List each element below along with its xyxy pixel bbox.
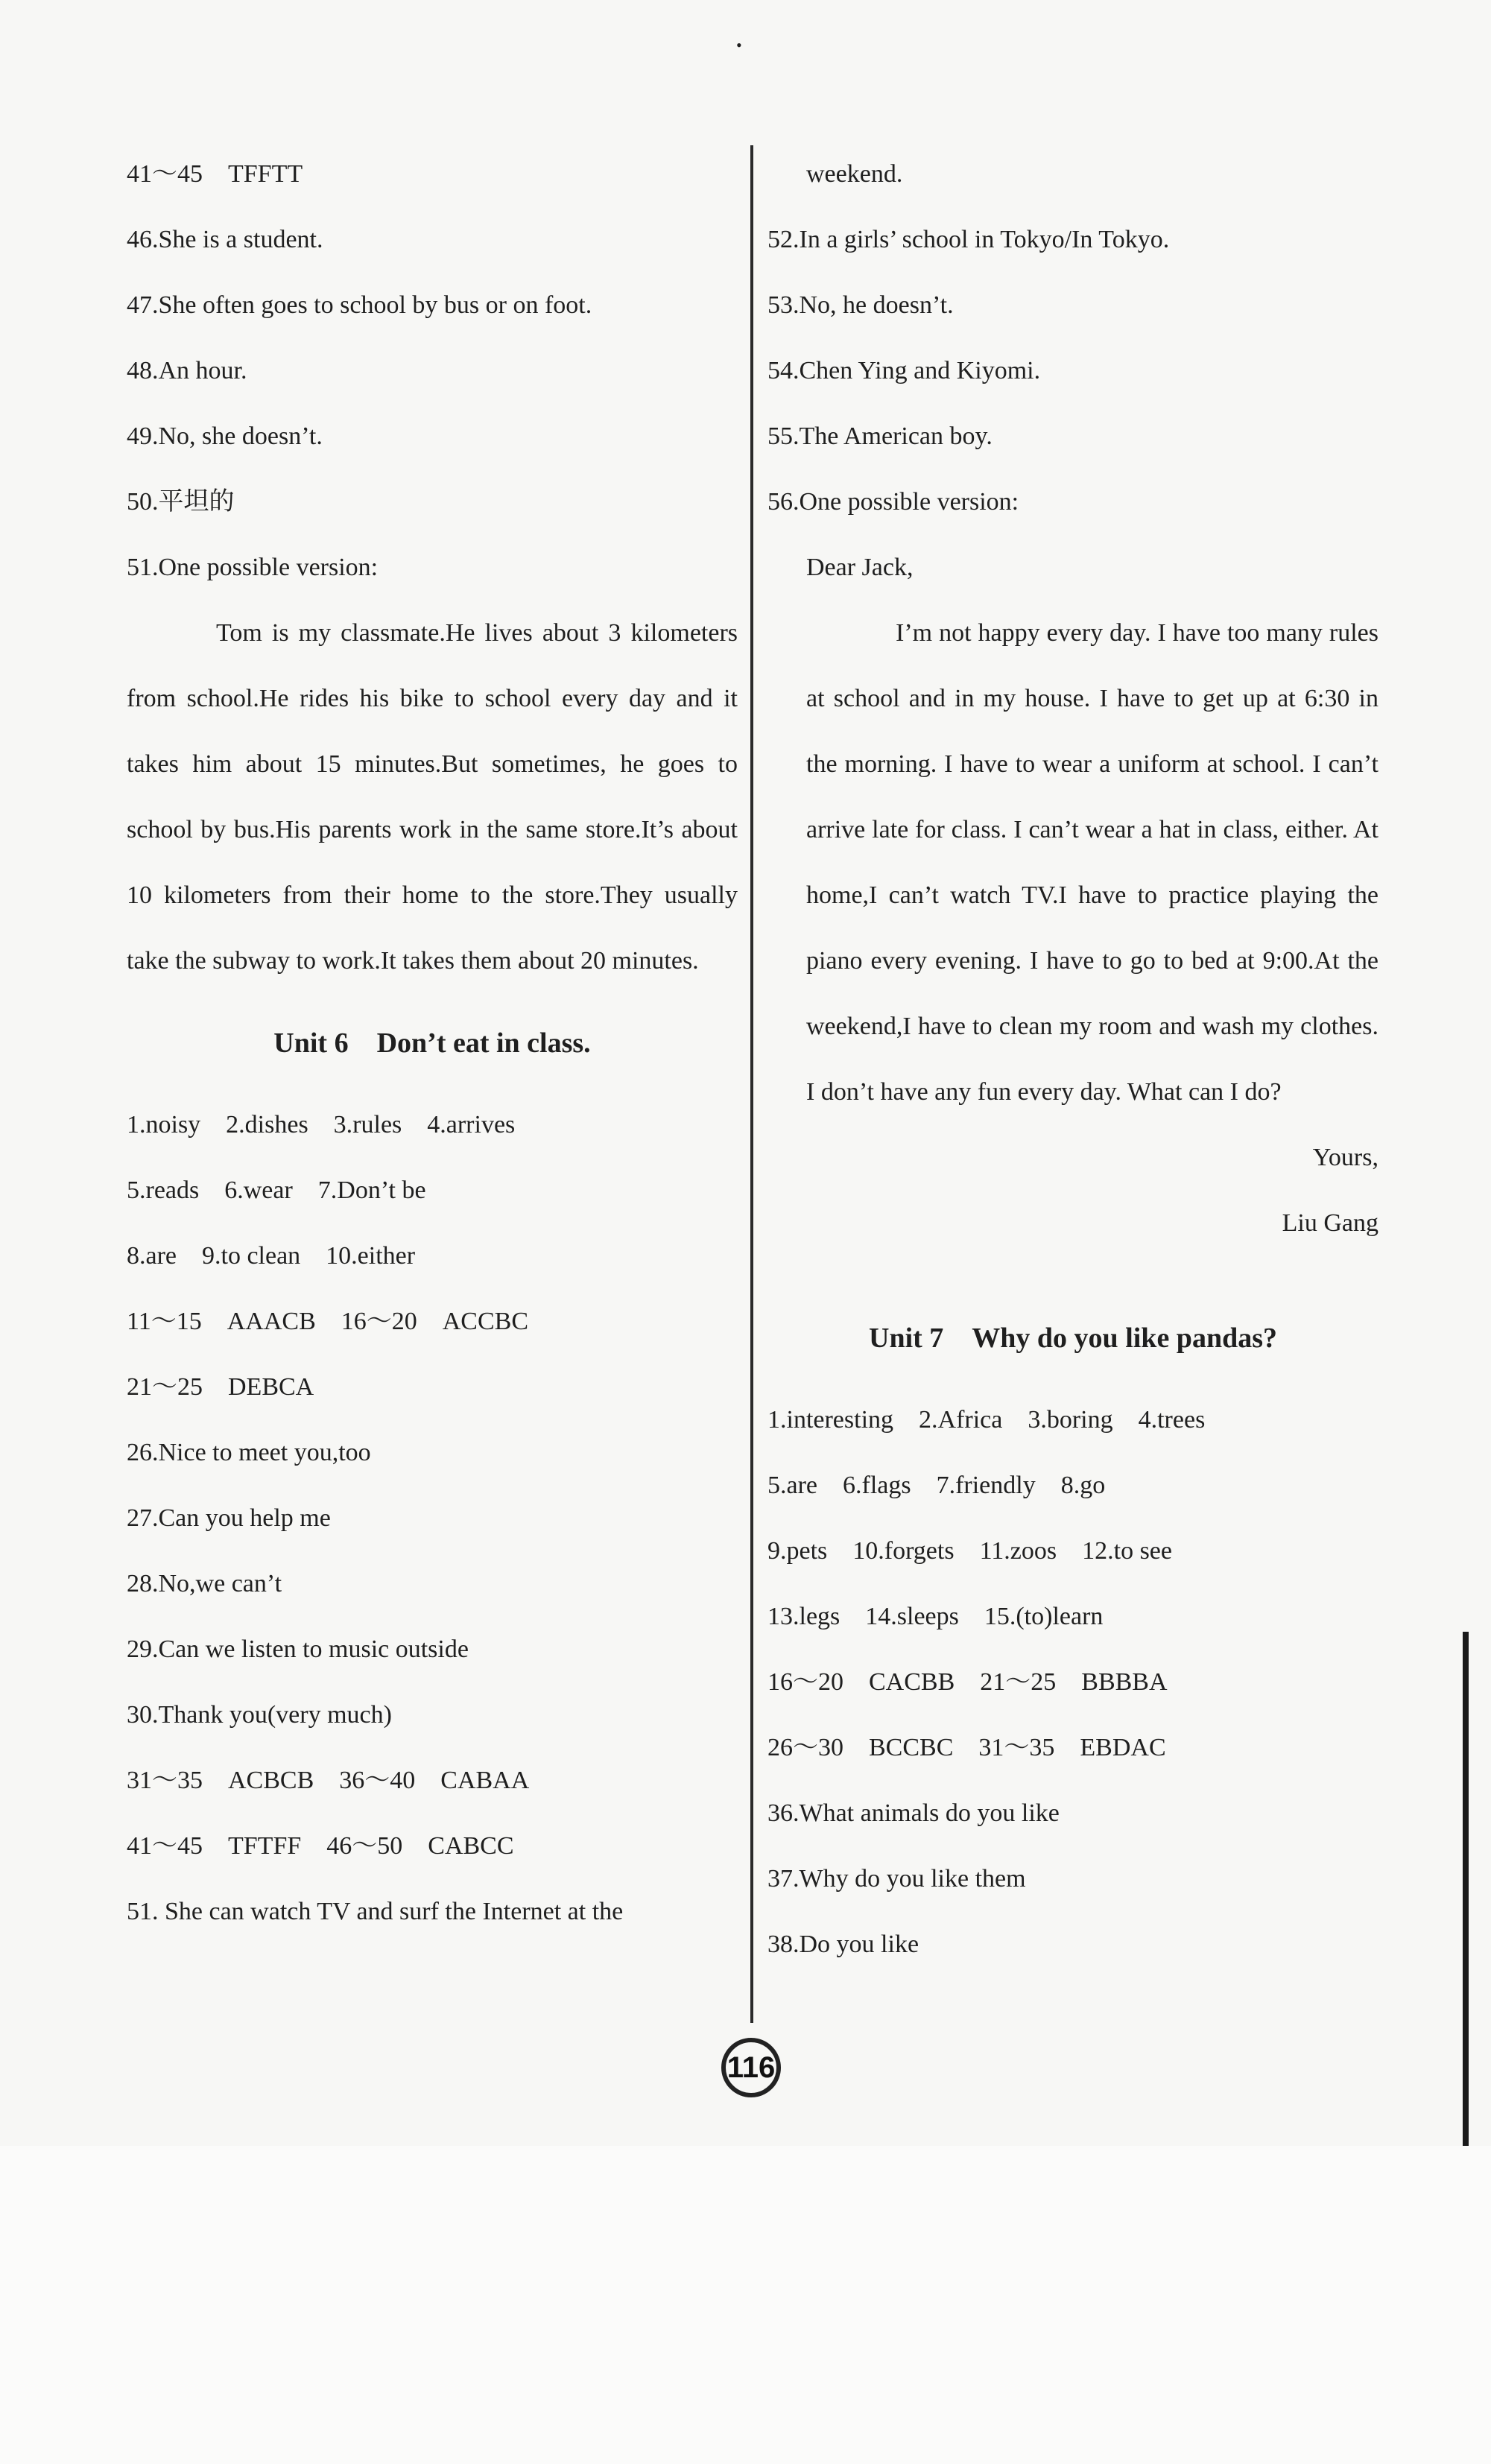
unit6-title: Unit 6 Don’t eat in class. xyxy=(273,1027,591,1059)
answer-line: 29.Can we listen to music outside xyxy=(127,1635,469,1663)
answer-line: 26.Nice to meet you,too xyxy=(127,1439,371,1466)
answer-line: 26～30 BCCBC 31～35 EBDAC xyxy=(767,1734,1166,1761)
answer-line: 38.Do you like xyxy=(767,1931,919,1958)
answer-line: 46.She is a student. xyxy=(127,226,323,253)
answer-line: 53.No, he doesn’t. xyxy=(767,291,954,319)
answer-line: 27.Can you help me xyxy=(127,1504,331,1532)
answer-line: 9.pets 10.forgets 11.zoos 12.to see xyxy=(767,1537,1172,1565)
answer-line: 48.An hour. xyxy=(127,357,247,384)
answer-line: 51. She can watch TV and surf the Internet at the xyxy=(127,1898,624,1925)
answer-line: 55.The American boy. xyxy=(767,422,993,450)
page-number: 116 xyxy=(721,2038,781,2097)
answer-line: 5.reads 6.wear 7.Don’t be xyxy=(127,1176,426,1204)
answer-line: 5.are 6.flags 7.friendly 8.go xyxy=(767,1472,1106,1499)
letter-closing: Yours, xyxy=(1312,1144,1378,1171)
left-column xyxy=(127,142,738,1945)
answer-line: 50.平坦的 xyxy=(127,488,235,516)
sample-essay: Tom is my classmate.He lives about 3 kilometers from school.He rides his bike to school every day and it takes him about 15 minutes.But sometimes, he goes to school by bus.His parents work in the same store.It’s about 10 kilometers from their home to the store.They usually take the subway to work.It takes them about 20 minutes. xyxy=(127,619,738,975)
answer-line: 13.legs 14.sleeps 15.(to)learn xyxy=(767,1603,1104,1630)
answer-line: 49.No, she doesn’t. xyxy=(127,422,323,450)
answer-line: 30.Thank you(very much) xyxy=(127,1701,392,1729)
letter-signature: Liu Gang xyxy=(1282,1209,1378,1237)
answer-line: 36.What animals do you like xyxy=(767,1799,1060,1827)
answer-line: weekend. xyxy=(806,160,903,188)
bottom-margin xyxy=(0,2146,1491,2464)
answer-line: 54.Chen Ying and Kiyomi. xyxy=(767,357,1041,384)
answer-line: 1.noisy 2.dishes 3.rules 4.arrives xyxy=(127,1111,516,1138)
answer-line: 52.In a girls’ school in Tokyo/In Tokyo. xyxy=(767,226,1170,253)
page-edge-shadow xyxy=(1463,1632,1469,2146)
answer-line: 56.One possible version: xyxy=(767,488,1019,516)
letter-salutation: Dear Jack, xyxy=(806,554,914,581)
answer-line: 51.One possible version: xyxy=(127,554,379,581)
unit7-title: Unit 7 Why do you like pandas? xyxy=(869,1323,1277,1354)
answer-line: 28.No,we can’t xyxy=(127,1570,282,1597)
answer-line: 47.She often goes to school by bus or on foot. xyxy=(127,291,592,319)
answer-line: 21～25 DEBCA xyxy=(127,1373,314,1401)
answer-line: 41～45 TFFTT xyxy=(127,160,303,188)
letter-body: I’m not happy every day. I have too many rules at school and in my house. I have to get up at 6:30 in the morning. I have to wear a uniform at school. I can’t arrive late for class. I can’t wear a hat in class, either. At home,I can’t watch TV.I have to practice playing the piano every evening. I have to go to bed at 9:00.At the weekend,I have to clean my room and wash my clothes. I don’t have any fun every day. What can I do? xyxy=(806,619,1378,1106)
answer-line: 8.are 9.to clean 10.either xyxy=(127,1242,416,1270)
column-divider xyxy=(750,145,753,2023)
speck-mark: • xyxy=(736,36,742,54)
right-column xyxy=(767,142,1378,1977)
answer-line: 31～35 ACBCB 36～40 CABAA xyxy=(127,1767,530,1794)
answer-line: 41～45 TFTFF 46～50 CABCC xyxy=(127,1832,514,1860)
answer-line: 11～15 AAACB 16～20 ACCBC xyxy=(127,1308,529,1335)
answer-line: 37.Why do you like them xyxy=(767,1865,1026,1893)
answer-line: 1.interesting 2.Africa 3.boring 4.trees xyxy=(767,1406,1206,1434)
answer-line: 16～20 CACBB 21～25 BBBBA xyxy=(767,1668,1168,1696)
